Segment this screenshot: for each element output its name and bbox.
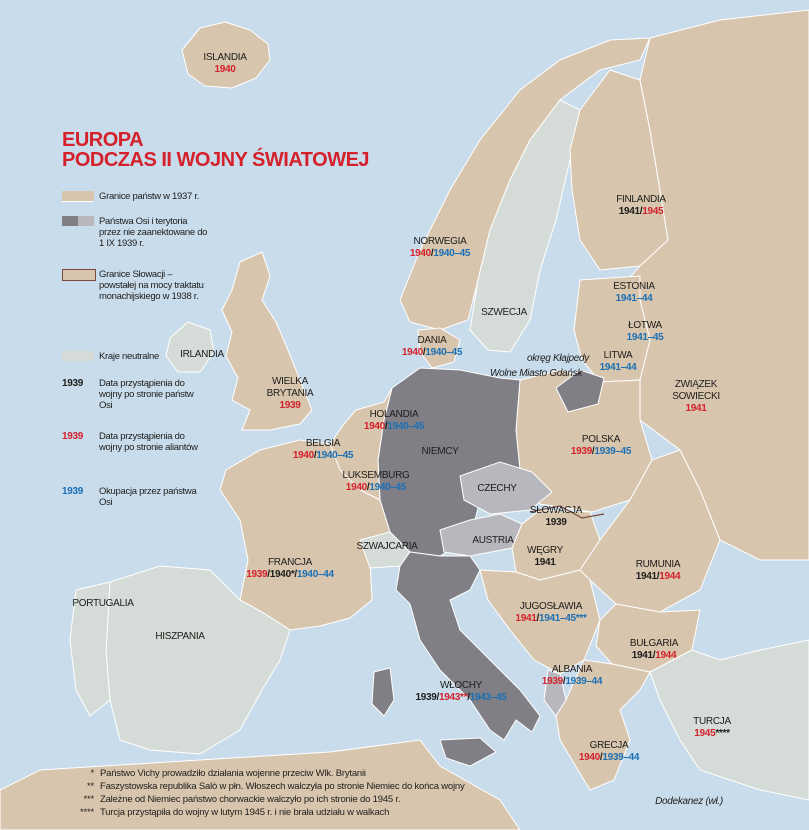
label-francja <box>246 557 334 581</box>
label-slowacja <box>530 505 582 529</box>
swatch-borders-1937 <box>62 191 94 202</box>
year-allied: 1939 <box>246 569 268 580</box>
year-occupation: 1941–44 <box>599 362 637 373</box>
year-allied: 1939 <box>541 676 563 687</box>
footnotes <box>60 767 465 819</box>
separator: / <box>436 692 439 703</box>
year-allied: 1940 <box>409 248 431 259</box>
label-austria <box>472 535 513 547</box>
year-occupation: 1939–44 <box>565 676 603 687</box>
year-allied: 1940 <box>345 482 367 493</box>
label-bulgaria <box>630 638 678 662</box>
year-occupation: 1940–45 <box>425 347 463 358</box>
separator: / <box>656 571 660 582</box>
country-name: ESTONIA <box>613 281 655 292</box>
label-czechy <box>477 483 516 495</box>
year-occupation: 1941–45*** <box>538 613 587 624</box>
legend-year-allied: 1939 <box>62 431 84 442</box>
label-norwegia <box>410 236 470 260</box>
year-allied: 1945 <box>694 728 716 739</box>
title-line-2: PODCZAS II WOJNY ŚWIATOWEJ <box>62 149 370 171</box>
footnote-symbol: **** <box>80 807 94 818</box>
legend-text: Granice państw w 1937 r. <box>99 191 199 202</box>
country-name: HOLANDIA <box>369 409 419 420</box>
separator: / <box>639 206 643 217</box>
separator: / <box>536 613 539 624</box>
label-rumunia <box>636 559 681 583</box>
separator: / <box>562 676 566 687</box>
country-name: LITWA <box>603 350 633 361</box>
swatch-slovakia-border <box>62 269 96 281</box>
year-occupation: 1941–45 <box>626 332 664 343</box>
country-name: CZECHY <box>477 483 517 494</box>
legend-text: Okupacja przez państwa Osi <box>99 486 197 508</box>
footnote-mark: **** <box>715 728 730 739</box>
country-name: ZWIĄZEK <box>674 379 718 390</box>
swatch-axis <box>62 216 94 226</box>
footnote-3 <box>60 793 465 806</box>
year-allied: 1940 <box>578 752 600 763</box>
country-name: WĘGRY <box>526 545 564 556</box>
label-dania <box>402 335 462 359</box>
label-hiszpania <box>155 631 204 643</box>
year-allied: 1940 <box>292 450 314 461</box>
footnote-4 <box>60 806 465 819</box>
country-name: NIEMCY <box>421 446 459 457</box>
separator: / <box>366 482 370 493</box>
label-irlandia <box>180 349 224 361</box>
separator: / <box>384 421 388 432</box>
label-luksemburg <box>342 470 409 494</box>
legend-text: Data przystąpienia do wojny po stronie państw Osi <box>99 378 194 411</box>
label-belgia <box>293 438 353 462</box>
separator: / <box>294 569 297 580</box>
country-name: ISLANDIA <box>203 52 247 63</box>
country-name: GRECJA <box>589 740 629 751</box>
country-name: WIELKA <box>272 376 308 387</box>
map-title <box>62 130 369 170</box>
separator: / <box>267 569 270 580</box>
label-wlochy <box>415 680 506 704</box>
year-occupation: 1941–44 <box>615 293 653 304</box>
country-name: FRANCJA <box>267 557 312 568</box>
footnote-text: Faszystowska republika Salò w płn. Włoszech walczyła po stronie Niemiec do końca wojny <box>100 781 465 792</box>
separator: / <box>599 752 603 763</box>
year-allied: 1939 <box>570 446 592 457</box>
year-allied: 1940 <box>401 347 423 358</box>
year-axis: 1939 <box>545 517 567 528</box>
label-gdansk: Wolne Miasto Gdańsk <box>489 368 583 379</box>
country-name: SŁOWACJA <box>529 505 583 516</box>
legend-year-axis: 1939 <box>62 378 84 389</box>
swatch-neutral <box>62 351 94 361</box>
label-wielka-brytania <box>267 376 314 412</box>
separator: / <box>313 450 317 461</box>
label-holandia <box>364 409 424 433</box>
legend-text: Data przystąpienia do wojny po stronie aliantów <box>99 431 198 453</box>
year-allied: 1941 <box>685 403 707 414</box>
separator: / <box>422 347 426 358</box>
label-niemcy <box>421 446 458 458</box>
year-allied: 1941 <box>515 613 537 624</box>
country-name: JUGOSŁAWIA <box>519 601 583 612</box>
footnote-symbol: * <box>90 768 94 779</box>
country-name: NORWEGIA <box>413 236 467 247</box>
country-name: POLSKA <box>581 434 621 445</box>
country-name: ŁOTWA <box>628 320 662 331</box>
country-name-2: SOWIECKI <box>672 391 720 402</box>
footnote-text: Państwo Vichy prowadziło działania wojenne przeciw Wlk. Brytanii <box>100 768 366 779</box>
separator: / <box>467 692 470 703</box>
label-zsrr <box>672 379 720 415</box>
footnote-symbol: ** <box>87 781 94 792</box>
year-axis: 1941 <box>618 206 640 217</box>
country-name: TURCJA <box>693 716 731 727</box>
label-turcja <box>693 716 731 740</box>
country-name-2: BRYTANIA <box>266 388 314 399</box>
country-name: SZWAJCARIA <box>356 541 418 552</box>
label-wegry <box>527 545 563 569</box>
year-axis: 1941 <box>635 571 657 582</box>
label-polska <box>571 434 631 458</box>
label-albania <box>542 664 602 688</box>
year-occupation: 1940–45 <box>433 248 471 259</box>
year-axis: 1940* <box>269 569 295 580</box>
country-name: AUSTRIA <box>472 535 514 546</box>
year-allied: 1940 <box>363 421 385 432</box>
year-allied: 1939 <box>279 400 301 411</box>
year-allied: 1944 <box>659 571 681 582</box>
year-occupation: 1940–45 <box>369 482 407 493</box>
year-occupation: 1940–45 <box>316 450 354 461</box>
footnote-1 <box>60 767 465 780</box>
label-grecja <box>579 740 639 764</box>
footnote-text: Turcja przystąpiła do wojny w lutym 1945 r. i nie brała udziału w walkach <box>100 807 390 818</box>
country-name: DANIA <box>417 335 447 346</box>
label-islandia <box>203 52 246 76</box>
title-line-1: EUROPA <box>62 129 144 151</box>
country-name: ALBANIA <box>551 664 593 675</box>
footnote-symbol: *** <box>83 794 94 805</box>
country-name: LUKSEMBURG <box>342 470 410 481</box>
legend-text: Granice Słowacji – powstałej na mocy traktatu monachijskiego w 1938 r. <box>99 269 204 302</box>
year-occupation: 1939–44 <box>602 752 640 763</box>
legend-text: Państwa Osi i terytoria przez nie zaanektowane do 1 IX 1939 r. <box>99 216 208 249</box>
label-portugalia <box>72 598 133 610</box>
label-lotwa <box>627 320 664 344</box>
separator: / <box>430 248 434 259</box>
country-name: RUMUNIA <box>635 559 681 570</box>
label-jugoslawia <box>515 601 586 625</box>
country-name: PORTUGALIA <box>72 598 134 609</box>
label-klajpeda: okręg Kłajpedy <box>527 353 589 364</box>
country-name: FINLANDIA <box>616 194 666 205</box>
label-finlandia <box>616 194 666 218</box>
label-litwa <box>600 350 637 374</box>
year-axis: 1941 <box>631 650 653 661</box>
country-name: WŁOCHY <box>439 680 483 691</box>
label-dodekanez: Dodekanez (wł.) <box>655 796 723 807</box>
year-axis: 1941 <box>534 557 556 568</box>
label-szwecja <box>481 307 527 319</box>
label-szwajcaria <box>356 541 417 553</box>
country-name: HISZPANIA <box>155 631 205 642</box>
year-allied: 1944 <box>655 650 677 661</box>
year-occupation: 1943–45 <box>469 692 507 703</box>
legend-year-occupation: 1939 <box>62 486 84 497</box>
legend-text: Kraje neutralne <box>99 351 159 362</box>
year-allied: 1940 <box>214 64 236 75</box>
year-allied: 1943** <box>438 692 468 703</box>
country-name: BUŁGARIA <box>629 638 679 649</box>
year-axis: 1939 <box>415 692 437 703</box>
country-name: BELGIA <box>305 438 341 449</box>
year-occupation: 1940–45 <box>387 421 425 432</box>
country-name: SZWECJA <box>481 307 527 318</box>
separator: / <box>591 446 595 457</box>
label-estonia <box>613 281 655 305</box>
year-allied: 1945 <box>642 206 664 217</box>
footnote-2 <box>60 780 465 793</box>
year-occupation: 1940–44 <box>296 569 334 580</box>
footnote-text: Zależne od Niemiec państwo chorwackie walczyło po ich stronie do 1945 r. <box>100 794 401 805</box>
year-occupation: 1939–45 <box>594 446 632 457</box>
separator: / <box>652 650 656 661</box>
country-name: IRLANDIA <box>180 349 224 360</box>
